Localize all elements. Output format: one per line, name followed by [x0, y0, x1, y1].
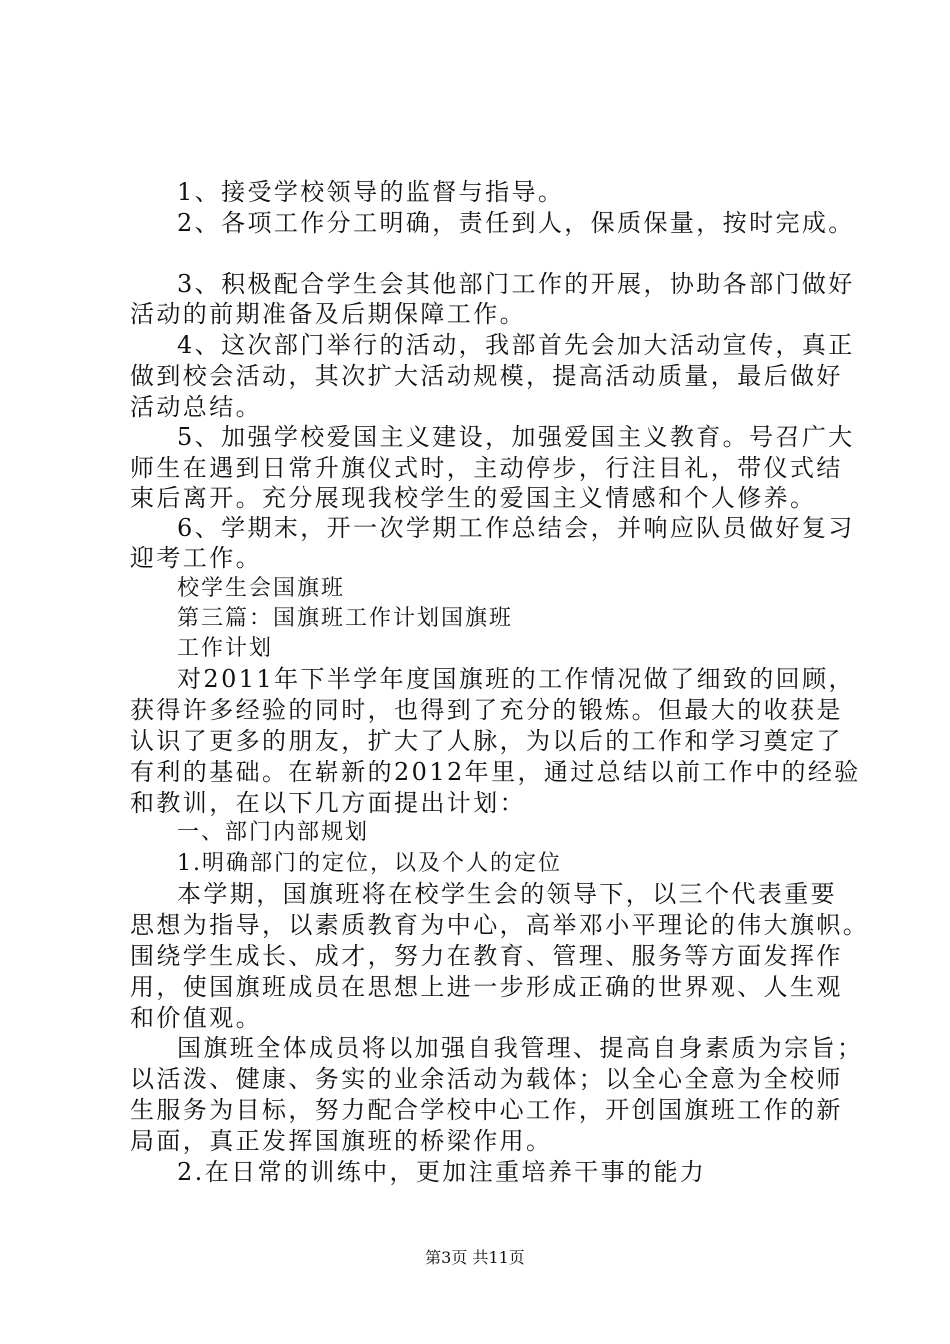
page-number: 第3页 共11页	[425, 1248, 525, 1267]
text-line: 有利的基础。在崭新的2012年里，通过总结以前工作中的经验	[130, 758, 861, 786]
text-line: 用，使国旗班成员在思想上进一步形成正确的世界观、人生观	[130, 973, 843, 1001]
section-heading: 工作计划	[177, 636, 274, 661]
text-line: 校学生会国旗班	[177, 576, 346, 601]
text-line: 2、各项工作分工明确，责任到人，保质保量，按时完成。	[177, 209, 855, 237]
text-line: 师生在遇到日常升旗仪式时，主动停步，行注目礼，带仪式结	[130, 454, 843, 482]
text-line: 围绕学生成长、成才，努力在教育、管理、服务等方面发挥作	[130, 942, 843, 970]
text-line: 束后离开。充分展现我校学生的爱国主义情感和个人修养。	[130, 484, 817, 512]
text-line: 以活泼、健康、务实的业余活动为载体；以全心全意为全校师	[130, 1065, 843, 1093]
text-line: 生服务为目标，努力配合学校中心工作，开创国旗班工作的新	[130, 1096, 843, 1124]
text-line: 和价值观。	[130, 1004, 262, 1032]
text-line: 5、加强学校爱国主义建设，加强爱国主义教育。号召广大	[177, 423, 855, 451]
text-line: 本学期，国旗班将在校学生会的领导下，以三个代表重要	[177, 880, 837, 908]
text-line: 3、积极配合学生会其他部门工作的开展，协助各部门做好	[177, 270, 855, 298]
text-line: 迎考工作。	[130, 544, 262, 572]
section-heading: 第三篇：国旗班工作计划国旗班	[177, 606, 514, 631]
text-line: 局面，真正发挥国旗班的桥梁作用。	[130, 1127, 553, 1155]
text-line: 认识了更多的朋友，扩大了人脉，为以后的工作和学习奠定了	[130, 727, 843, 755]
section-heading: 1.明确部门的定位，以及个人的定位	[177, 851, 562, 876]
text-line: 获得许多经验的同时，也得到了充分的锻炼。但最大的收获是	[130, 696, 843, 724]
text-line: 6、学期末，开一次学期工作总结会，并响应队员做好复习	[177, 514, 855, 542]
text-line: 思想为指导，以素质教育为中心，高举邓小平理论的伟大旗帜。	[130, 911, 870, 939]
text-line: 国旗班全体成员将以加强自我管理、提高自身素质为宗旨；	[177, 1034, 864, 1062]
text-line: 和教训，在以下几方面提出计划：	[130, 789, 526, 817]
text-line: 对2011年下半学年度国旗班的工作情况做了细致的回顾，	[177, 665, 855, 693]
section-heading: 一、部门内部规划	[177, 820, 370, 845]
text-line: 活动的前期准备及后期保障工作。	[130, 300, 526, 328]
text-line: 活动总结。	[130, 393, 262, 421]
text-line: 做到校会活动，其次扩大活动规模，提高活动质量，最后做好	[130, 362, 843, 390]
text-line: 2.在日常的训练中，更加注重培养干事的能力	[177, 1158, 707, 1186]
text-line: 4、这次部门举行的活动，我部首先会加大活动宣传，真正	[177, 331, 855, 359]
text-line: 1、接受学校领导的监督与指导。	[177, 178, 565, 206]
